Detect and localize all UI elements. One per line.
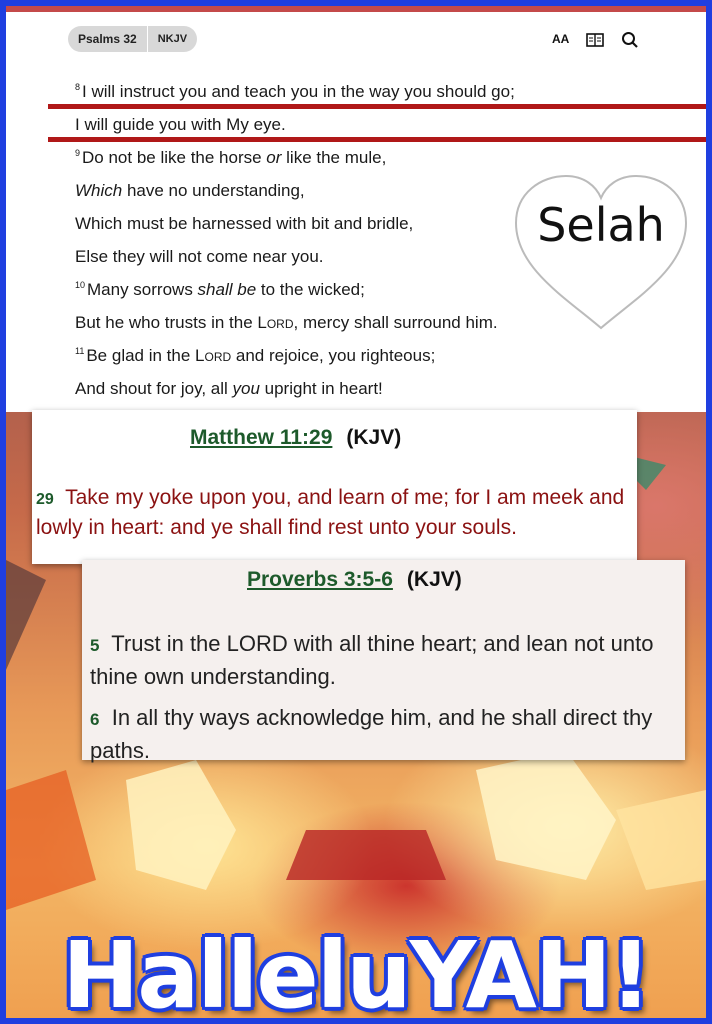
matthew-verse: 29 Take my yoke upon you, and learn of me; for I am meek and lowly in heart: and ye shall find rest unto your souls. xyxy=(36,486,625,539)
matthew-card xyxy=(32,410,637,564)
selah-heart xyxy=(506,168,696,338)
text-size-button[interactable]: AA xyxy=(552,32,570,46)
book-icon[interactable] xyxy=(586,33,604,47)
selah-label: Selah xyxy=(537,198,665,252)
verse-line: And shout for joy, all you upright in heart! xyxy=(75,379,383,398)
proverbs-verse: 6 In all thy ways acknowledge him, and he shall direct thy paths. xyxy=(90,705,653,763)
passage-selector[interactable] xyxy=(68,26,197,52)
verse-line: $^{10}$ Many sorrows shall be to the wicked; xyxy=(75,280,365,299)
verse-line: Which have no understanding, xyxy=(75,181,305,200)
reader-toolbar xyxy=(6,6,706,61)
book-chapter-button[interactable]: Psalms 32 xyxy=(78,32,137,46)
verse-line: Else they will not come near you. xyxy=(75,247,324,266)
proverbs-verse: 5 Trust in the LORD with all thine heart; and lean not unto thine own understanding. xyxy=(90,631,654,689)
verse-line: $^{11}$ Be glad in the Lord and rejoice, you righteous; xyxy=(75,346,436,365)
verse-line: Which must be harnessed with bit and bridle, xyxy=(75,214,414,233)
search-icon[interactable] xyxy=(621,31,639,49)
halleluyah-banner: HalleluYAH! xyxy=(62,922,650,1024)
heart-icon xyxy=(506,168,696,338)
verse-line: But he who trusts in the Lord, mercy shall surround him. xyxy=(75,313,498,332)
psalm-passage xyxy=(6,60,706,412)
matthew-reference: Matthew 11:29 (KJV) xyxy=(190,426,402,449)
verse-line: $^8$ I will instruct you and teach you in the way you should go; xyxy=(75,82,515,101)
proverbs-reference: Proverbs 3:5-6 (KJV) xyxy=(247,568,462,591)
highlight-underline xyxy=(48,137,706,142)
version-button[interactable]: NKJV xyxy=(157,33,188,45)
top-accent-line xyxy=(6,6,706,12)
verse-line: I will guide you with My eye. xyxy=(75,115,286,134)
proverbs-card xyxy=(82,560,685,763)
verse-line: $^9$ Do not be like the horse or like the mule, xyxy=(75,148,387,167)
highlight-underline xyxy=(48,104,706,109)
